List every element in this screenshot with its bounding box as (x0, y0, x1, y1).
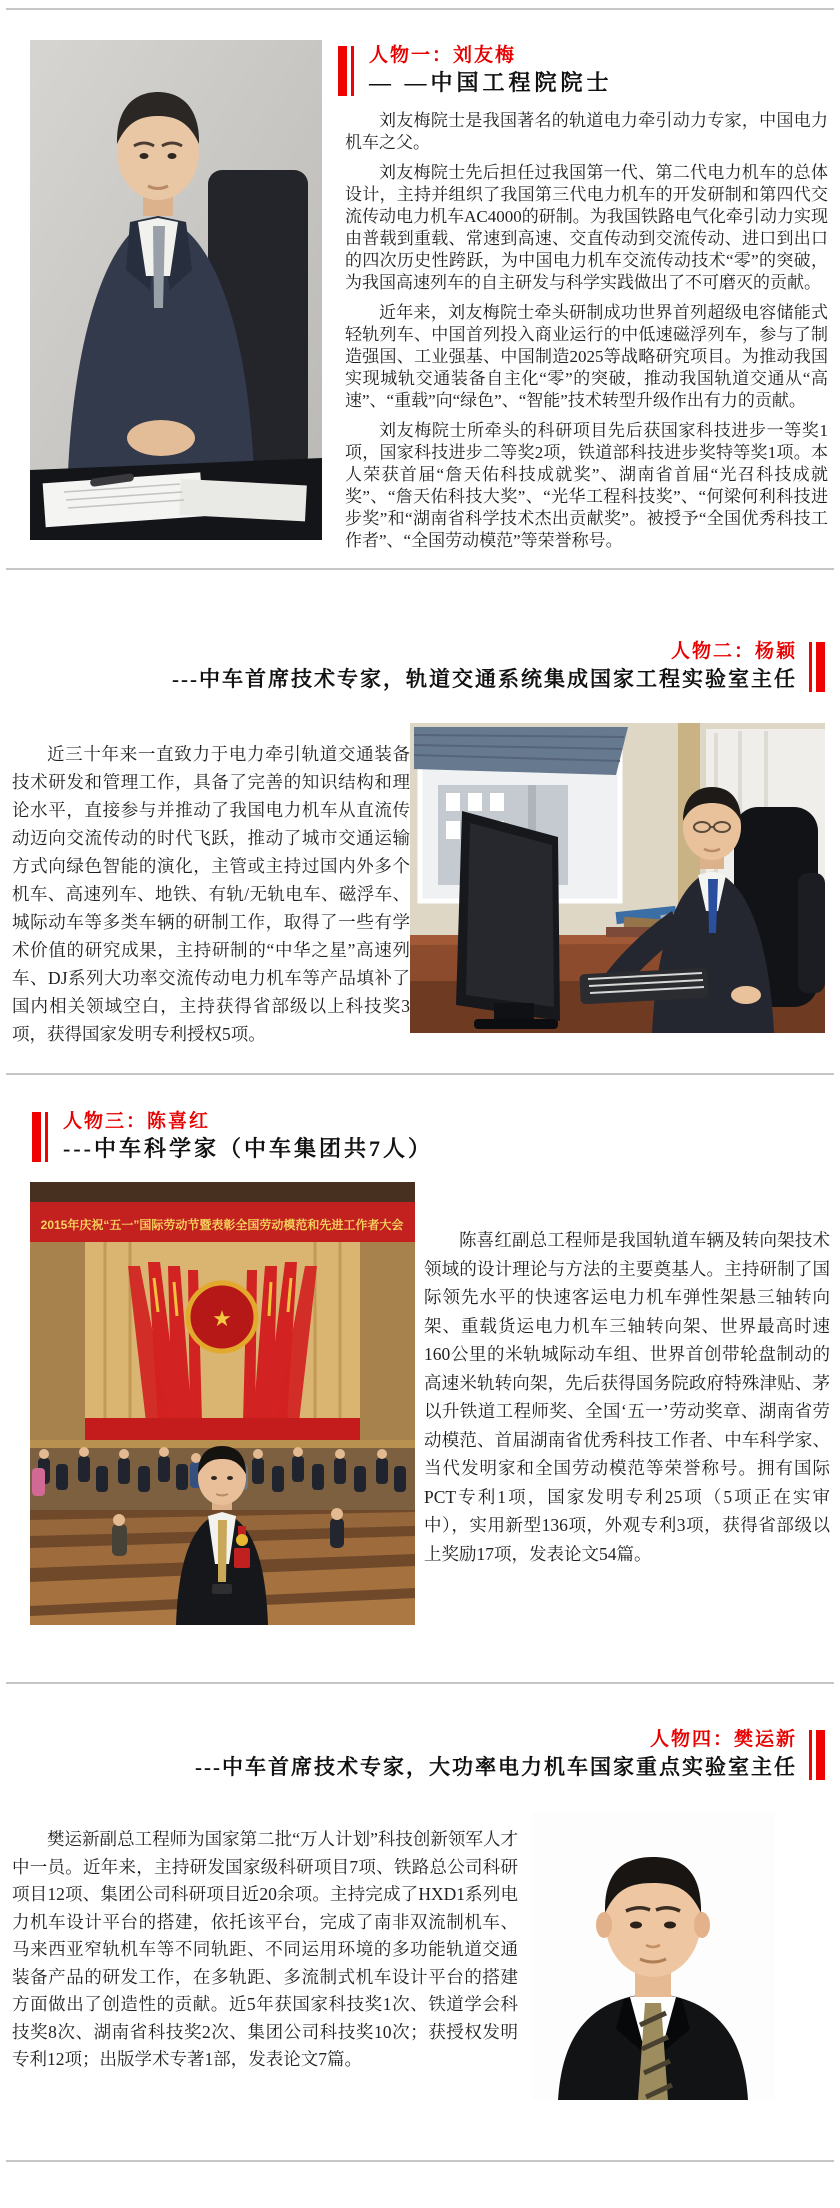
person1-title: — —中国工程院院士 (369, 70, 613, 95)
person4-name: 人物四：樊运新 (649, 1729, 797, 1750)
person2-title: ---中车首席技术专家，轨道交通系统集成国家工程实验室主任 (172, 667, 797, 691)
person3-title: ---中车科学家（中车集团共7人） (63, 1136, 433, 1161)
person1-name: 人物一：刘友梅 (369, 45, 517, 66)
person2-office-photo (410, 723, 825, 1033)
badge (234, 1548, 250, 1568)
paragraph: 近年来，刘友梅院士牵头研制成功世界首列超级电容储能式轻轨列车、中国首列投入商业运行的中低速磁浮列车，参与了制造强国、工业强基、中国制造2025等战略研究项目。为推动我国实现城轨交通装备自主化“零”的突破，推动我国轨道交通从“高速”、“重载”向“绿色”、“智能”技术转型升级作出有力的贡献。 (345, 303, 828, 410)
paragraph: 樊运新副总工程师为国家第二批“万人计划”科技创新领军人才中一员。近年来，主持研发国家级科研项目7项、铁路总公司科研项目12项、集团公司科研项目近20余项。主持完成了HXD1系列电力机车设计平台的搭建，依托该平台，完成了南非双流制机车、马来西亚窄轨机车等不同轨距、不同运用环境的多功能轨道交通装备产品的研发工作，在多轨距、多流制式机车设计平台的搭建方面做出了创造性的贡献。近5年获国家科技奖1次、铁道学会科技奖8次、湖南省科技奖2次、集团公司科技奖10次；获授权发明专利12项；出版学术专著1部，发表论文7篇。 (12, 1829, 518, 2069)
red-bars-icon (32, 1112, 48, 1162)
person3-name: 人物三：陈喜红 (63, 1111, 211, 1132)
red-bars-icon (338, 46, 354, 96)
tie (218, 1520, 227, 1582)
person3-event-illustration (30, 1182, 415, 1625)
person2-office-illustration (410, 723, 825, 1033)
person3-heading (32, 1110, 592, 1163)
national-emblem (188, 1283, 256, 1351)
section-divider (6, 568, 834, 570)
computer-monitor (456, 811, 560, 1029)
person1-portrait-illustration (30, 40, 322, 540)
banner-text: 2015年庆祝“五一”国际劳动节暨表彰全国劳动模范和先进工作者大会 (40, 1218, 404, 1232)
paragraph: 刘友梅院士所牵头的科研项目先后获国家科技进步一等奖1项，国家科技进步二等奖2项，铁道部科技进步奖特等奖1项。本人荣获首届“詹天佑科技成就奖”、湖南省首届“光召科技成就奖”、“詹天佑科技大奖”、“光华工程科技奖”、“何梁何利科技进步奖”和“湖南省科学技术杰出贡献奖”。被授予“全国优秀科技工作者”、“全国劳动模范”等荣誉称号。 (345, 421, 828, 550)
svg-text:★: ★ (212, 1307, 232, 1332)
top-divider (6, 8, 834, 10)
person4-title: ---中车首席技术专家，大功率电力机车国家重点实验室主任 (195, 1755, 797, 1779)
person2-heading (0, 640, 825, 693)
person3-event-photo (30, 1182, 415, 1625)
person3-bio (424, 1226, 830, 1576)
person4-heading (0, 1728, 825, 1781)
red-bars-icon (809, 1730, 825, 1780)
medal (236, 1534, 248, 1546)
section-divider (6, 1682, 834, 1684)
person1-portrait-photo (30, 40, 322, 540)
person2-bio (12, 740, 410, 1056)
bottom-divider (6, 2160, 834, 2162)
paragraph: 刘友梅院士是我国著名的轨道电力牵引动力专家，中国电力机车之父。 (345, 111, 828, 152)
hands (127, 420, 195, 456)
section-divider (6, 1073, 834, 1075)
blinds (414, 727, 628, 775)
paragraph: 近三十年来一直致力于电力牵引轨道交通装备技术研发和管理工作，具备了完善的知识结构和理论水平，直接参与并推动了我国电力机车从直流传动迈向交流传动的时代飞跃，推动了城市交通运输方式向绿色智能的演化，主管或主持过国内外多个机车、高速列车、地铁、有轨/无轨电车、磁浮车、城际动车等多类车辆的研制工作，取得了一些有学术价值的研究成果，主持研制的“中华之星”高速列车、DJ系列大功率交流传动电力机车等产品填补了国内相关领域空白，主持获得省部级以上科技奖3项，获得国家发明专利授权5项。 (12, 744, 410, 1044)
paragraph: 刘友梅院士先后担任过我国第一代、第二代电力机车的总体设计，主持并组织了我国第三代电力机车的开发研制和第四代交流传动电力机车AC4000的研制。为我国铁路电气化牵引动力实现由普载到重载、常速到高速、交直传动到交流传动、进口到出口的四次历史性跨跃，为中国电力机车交流传动技术“零”的突破，为我国高速列车的自主研发与科学实践做出了不可磨灭的贡献。 (345, 163, 828, 292)
person4-id-photo (532, 1813, 775, 2100)
person1-bio (345, 110, 828, 560)
red-bars-icon (809, 642, 825, 692)
person4-bio (12, 1826, 518, 2082)
person1-heading (338, 44, 808, 97)
person2-name: 人物二：杨颖 (670, 641, 797, 662)
person4-id-illustration (532, 1813, 775, 2100)
paragraph: 陈喜红副总工程师是我国轨道车辆及转向架技术领域的设计理论与方法的主要奠基人。主持研制了国际领先水平的快速客运电力机车弹性架悬三轴转向架、重载货运电力机车三轴转向架、世界最高时速160公里的米轨城际动车组、世界首创带轮盘制动的高速米轨转向架，先后获得国务院政府特殊津贴、茅以升铁道工程师奖、全国‘五一’劳动奖章、湖南省劳动模范、首届湖南省优秀科技工作者、中车科学家、当代发明家和全国劳动模范等荣誉称号。拥有国际PCT专利1项，国家发明专利25项（5项正在实审中），实用新型136项，外观专利3项，获得省部级以上奖励17项，发表论文54篇。 (424, 1230, 830, 1564)
